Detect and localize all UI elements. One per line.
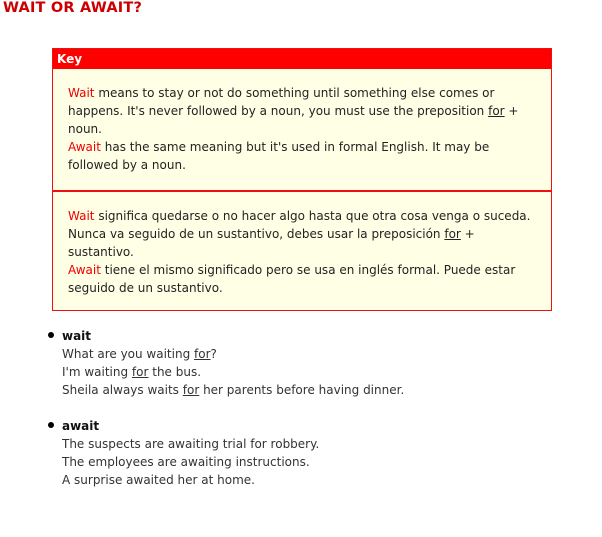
list-item (46, 327, 586, 399)
key-spanish-await-text: tiene el mismo significado pero se usa en inglés formal. Puede estar seguido de un sustantivo. (68, 263, 516, 295)
key-english-wait-text-end: + noun. (68, 104, 519, 136)
example-sentence: A surprise awaited her at home. (62, 473, 255, 487)
term-await: Await (68, 263, 101, 277)
example-sentence: I'm waiting for the bus. (62, 365, 202, 379)
entry-word: await (62, 419, 100, 433)
key-spanish-wait-text-end: + sustantivo. (68, 227, 475, 259)
key-english-wait-text: means to stay or not do something until something else comes or happens. It's never followed by a noun, you must use the preposition (68, 86, 495, 118)
key-spanish-wait-text: significa quedarse o no hacer algo hasta que otra cosa venga o suceda. Nunca va seguido de un sustantivo, debes usar la preposición (68, 209, 531, 241)
term-await: Await (68, 140, 101, 154)
preposition: for (194, 347, 211, 361)
key-english-section (53, 69, 551, 190)
entry-word: wait (62, 329, 92, 343)
examples-list (46, 327, 586, 489)
key-spanish-section (53, 190, 551, 310)
term-wait: Wait (68, 86, 95, 100)
key-spanish-preposition: for (444, 227, 461, 241)
key-box (52, 48, 552, 311)
example-sentence: Sheila always waits for her parents before having dinner. (62, 383, 405, 397)
term-wait: Wait (68, 209, 95, 223)
bullet-icon (48, 422, 54, 428)
list-item (46, 417, 586, 489)
preposition: for (131, 365, 149, 379)
page-title: WAIT OR AWAIT? (3, 0, 143, 16)
example-sentence: The suspects are awaiting trial for robbery. (62, 437, 320, 451)
key-english-preposition: for (488, 104, 505, 118)
bullet-icon (48, 332, 54, 338)
key-english-await-text: has the same meaning but it's used in formal English. It may be followed by a noun. (68, 140, 490, 172)
example-sentence: The employees are awaiting instructions. (62, 455, 310, 469)
preposition: for (182, 383, 200, 397)
example-sentence: What are you waiting for? (62, 347, 217, 361)
key-header: Key (53, 49, 551, 69)
